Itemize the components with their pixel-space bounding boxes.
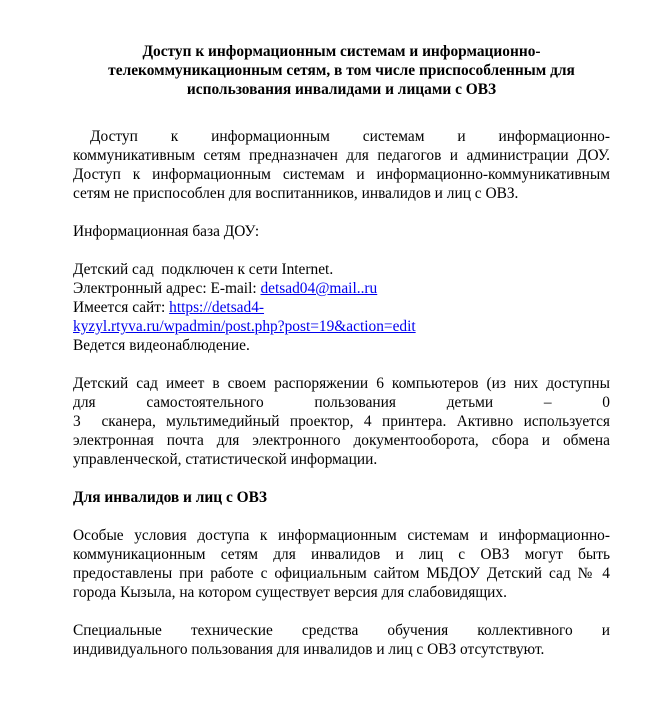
special-means-paragraph xyxy=(73,621,610,659)
intro-rest: коммуникативным сетям предназначен для педагогов и администрации ДОУ. Доступ к информационным системам и информационно-коммуникативным сетям не приспособлен для воспитанников, инвалидов и лиц с ОВЗ. xyxy=(73,147,610,202)
internet-line: Детский сад подключен к сети Internet. xyxy=(73,261,334,278)
site-line xyxy=(73,298,610,336)
title-line-1: Доступ к информационным системам и информационно- xyxy=(142,43,541,60)
document-title xyxy=(73,42,610,99)
site-link-part-1[interactable]: https://detsad4- xyxy=(169,299,265,316)
video-line: Ведется видеонаблюдение. xyxy=(73,337,250,354)
info-base-label: Информационная база ДОУ: xyxy=(73,223,260,240)
section-heading: Для инвалидов и лиц с ОВЗ xyxy=(73,489,268,506)
info-block xyxy=(73,260,610,355)
special-means-line-2: индивидуального пользования для инвалидов и лиц с ОВЗ отсутствуют. xyxy=(73,641,545,658)
document-page xyxy=(73,42,614,659)
email-link[interactable]: detsad04@mail..ru xyxy=(260,280,378,297)
special-means-line-1: Специальные технические средства обучения коллективного и xyxy=(73,622,610,639)
title-line-2: телекоммуникационным сетям, в том числе приспособленным для xyxy=(108,62,575,79)
site-label: Имеется сайт: xyxy=(73,299,170,316)
title-line-3: использования инвалидами и лицами с ОВЗ xyxy=(186,81,497,98)
equipment-line-1: Детский сад имеет в своем распоряжении 6 компьютеров (из них доступны xyxy=(73,375,610,392)
special-conditions-paragraph: Особые условия доступа к информационным системам и информационно-коммуникационным сетям для инвалидов и лиц с ОВЗ могут быть предоставлены при работе с официальным сайтом МБДОУ Детский сад № 4 города Кызыла, на котором существует версия для слабовидящих. xyxy=(73,527,610,601)
equipment-line-2: для самостоятельного пользования детьми – 0 xyxy=(73,394,610,411)
email-label: Электронный адрес: E-mail: xyxy=(73,280,261,297)
intro-first-line: Доступ к информационным системам и информационно- xyxy=(90,128,610,145)
intro-paragraph xyxy=(73,127,610,203)
email-line xyxy=(73,279,610,298)
equipment-paragraph xyxy=(73,374,614,469)
equipment-rest: 3 сканера, мультимедийный проектор, 4 принтера. Активно используется электронная почта для электронного документооборота, сбора и обмена управленческой, статистической информации. xyxy=(73,413,614,468)
site-link-part-2[interactable]: kyzyl.rtyva.ru/wpadmin/post.php?post=19&action=edit xyxy=(73,318,416,335)
